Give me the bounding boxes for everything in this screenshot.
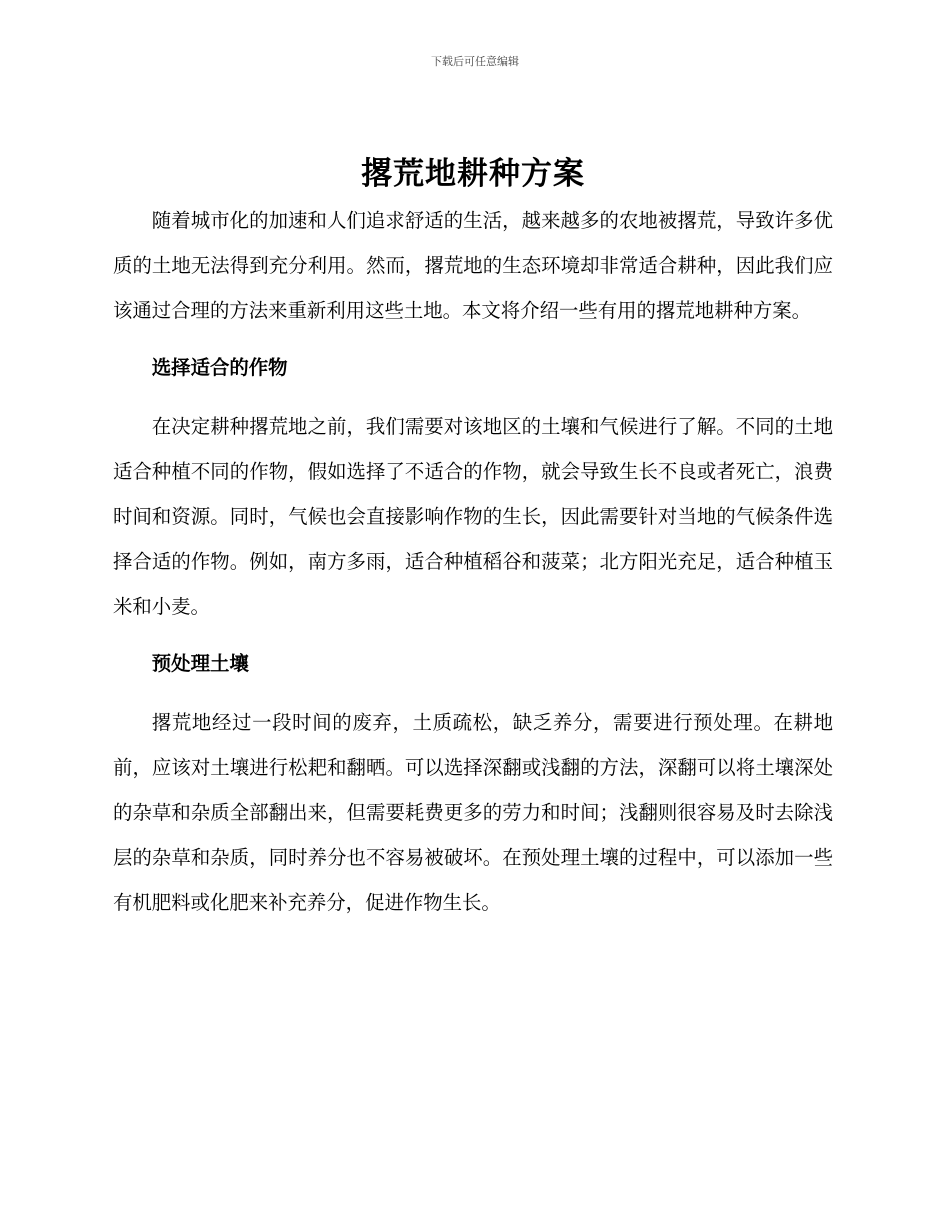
intro-paragraph: 随着城市化的加速和人们追求舒适的生活，越来越多的农地被撂荒，导致许多优质的土地无法得到充分利用。然而，撂荒地的生态环境却非常适合耕种，因此我们应该通过合理的方法来重新利用这些土地。本文将介绍一些有用的撂荒地耕种方案。 — [113, 209, 833, 322]
document-body — [113, 150, 833, 925]
section-heading-crops: 选择适合的作物 — [151, 356, 288, 379]
document-title: 撂荒地耕种方案 — [361, 156, 585, 192]
header-note: 下载后可任意编辑 — [431, 55, 519, 68]
section-heading-soil: 预处理土壤 — [151, 652, 249, 675]
section-body-crops: 在决定耕种撂荒地之前，我们需要对该地区的土壤和气候进行了解。不同的土地适合种植不同的作物，假如选择了不适合的作物，就会导致生长不良或者死亡，浪费时间和资源。同时，气候也会直接影响作物的生长，因此需要针对当地的气候条件选择合适的作物。例如，南方多雨，适合种植稻谷和菠菜；北方阳光充足，适合种植玉米和小麦。 — [113, 415, 833, 618]
section-body-soil: 撂荒地经过一段时间的废弃，土质疏松，缺乏养分，需要进行预处理。在耕地前，应该对土壤进行松耙和翻晒。可以选择深翻或浅翻的方法，深翻可以将土壤深处的杂草和杂质全部翻出来，但需要耗费更多的劳力和时间；浅翻则很容易及时去除浅层的杂草和杂质，同时养分也不容易被破坏。在预处理土壤的过程中，可以添加一些有机肥料或化肥来补充养分，促进作物生长。 — [113, 711, 833, 914]
